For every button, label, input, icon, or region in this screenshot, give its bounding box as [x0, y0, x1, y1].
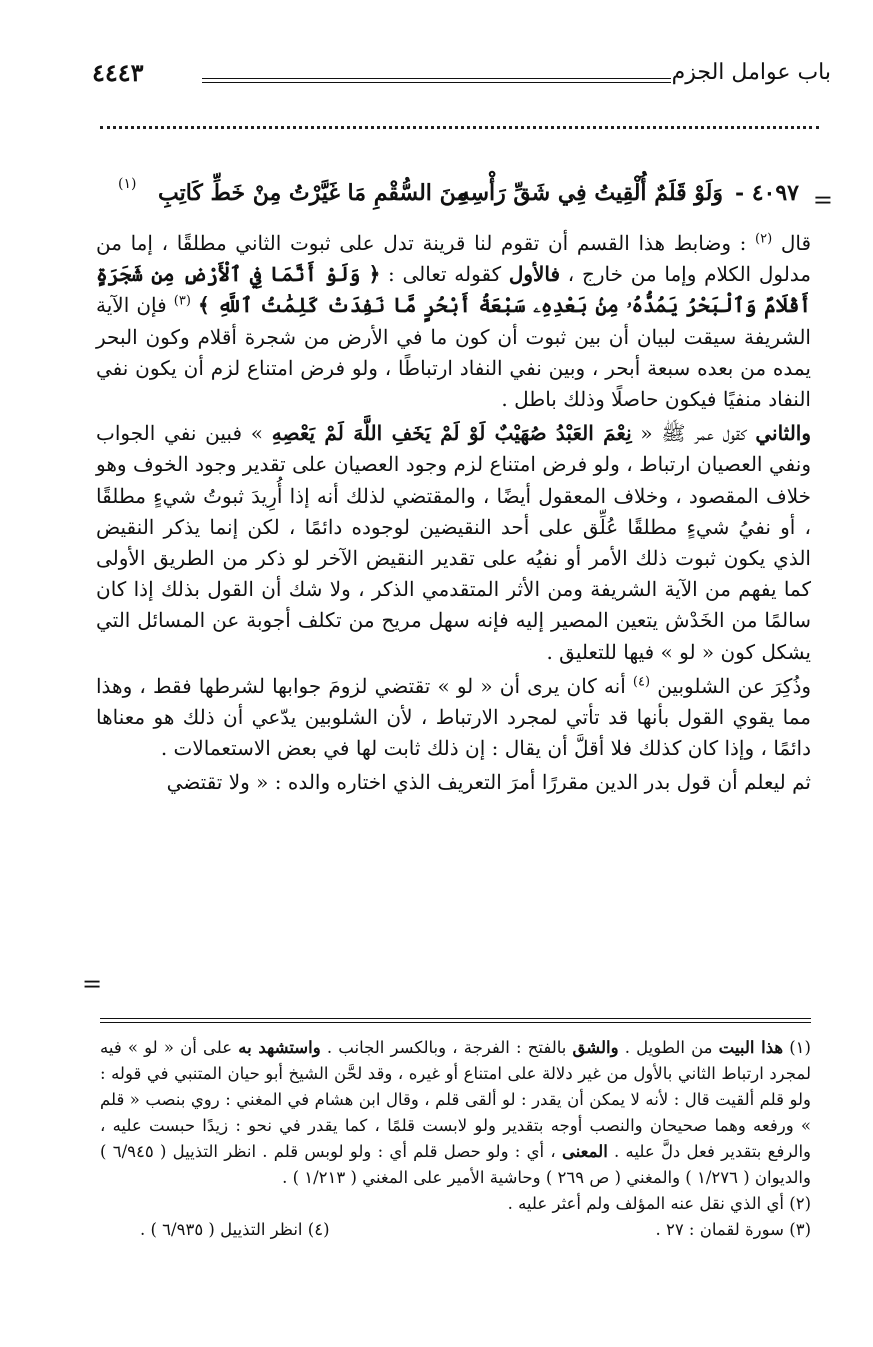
text: ، أي : ولو حصل قلم أي : ولو لوبس قلم . انظر التذييل ( ٦/٩٤٥ ) والديوان ( ١/٢٧٦ ) والمغني ( ص ٢٦٩ ) وحاشية الأمير على المغني ( ١/٢١٣ ) . — [100, 1142, 811, 1187]
text: وذُكِرَ عن الشلوبين — [657, 673, 812, 698]
footnote-2: (٢) أي الذي نقل عنه المؤلف ولم أعثر عليه . — [507, 1194, 811, 1213]
running-header — [92, 58, 831, 98]
hadith-quote: نِعْمَ العَبْدُ صُهَيْبٌ لَوْ لَمْ يَخَفِ اللَّهَ لَمْ يَعْصِهِ — [271, 421, 632, 446]
paragraph-4: ثم ليعلم أن قول بدر الدين مقررًا أمرَ التعريف الذي اختاره والده : « ولا تقتضي — [166, 770, 811, 795]
text: كقوله تعالى : — [380, 262, 509, 287]
footnote-3-4-row — [100, 1217, 811, 1243]
bold-term: والشق — [572, 1038, 619, 1057]
second-hemistich: مِنَ السُّقْمِ مَا غَيَّرْتُ مِنْ خَطِّ كَاتِبِ — [158, 180, 469, 206]
footnote-rule — [100, 1018, 811, 1023]
text: قال — [780, 231, 812, 255]
header-double-rule — [202, 78, 671, 83]
poetry-verse — [118, 176, 833, 220]
text: أنه كان يرى أن « لو » تقتضي لزومَ جوابها لشرطها فقط ، وهذا مما يقوي القول بأنها قد تأتي لمجرد الارتباط ، لأن الشلوبين يدّعي أن ذلك هو معناها دائمًا ، وإذا كان كذلك فلا أقلَّ أن يقال : إن ذلك ثابت لها في بعض الاستعمالات . — [96, 673, 811, 761]
footnote-ref-3: (٣) — [173, 293, 191, 309]
bold-term: فالأول — [508, 262, 561, 287]
bold-term: المعنى — [561, 1142, 608, 1161]
bold-term: هذا البيت — [718, 1038, 784, 1057]
verse-number: ٤٠٩٧ - — [734, 180, 799, 206]
footnote-ref-1: (١) — [118, 176, 137, 192]
quran-quote: ﴿ وَلَوْ أَنَّمَا فِي ٱلْأَرْضِ مِن شَجَرَةٍ أَقْلَامٌ وَٱلْبَحْرُ يَمُدُّهُۥ مِنۢ بَعْدِهِۦ سَبْعَةُ أَبْحُرٍ مَّا نَفِدَتْ كَلِمَٰتُ ٱللَّهِ ﴾ — [96, 262, 812, 318]
text: : وضابط هذا القسم أن تقوم لنا قرينة تدل على ثبوت الثاني مطلقًا ، إما من مدلول الكلام وإما من خارج ، — [96, 231, 811, 287]
text: بالفتح : الفرجة ، وبالكسر الجانب . — [320, 1038, 573, 1057]
page-number: ٤٤٤٣ — [92, 58, 144, 87]
text: » فبين نفي الجواب ونفي العصيان ارتباط ، ولو فرض امتناع لزم وجود العصيان على تقدير وجود الخوف وهو خلاف المقصود ، وخلاف المعقول أيضًا ، والمقتضي لذلك أنه إذا أُرِيدَ ثبوتُ شيءٍ مطلقًا ، أو نفيُ شيءٍ مطلقًا عُلِّق على أحد النقيضين لوجوده دائمًا ، لكن إنما يذكر النقيض الذي يكون ثبوت ذلك الأمر أو نفيُه على تقدير النقيض الآخر لو ذكر من الطريق الأولى كما يفهم من الآية الشريفة ومن الأثر المتقدمي الذكر ، ولا شك أن القول بذلك إذا كان سالمًا من الخَدْش يتعين المصير إليه فإنه سهل مريح من تكلف أجوبة عن المسائل التي يشكل كون « لو » فيها للتعليق . — [96, 421, 812, 664]
continuation-marker-end: = — [82, 970, 103, 998]
paragraph-1 — [96, 228, 811, 415]
footnote-3: (٣) سورة لقمان : ٢٧ . — [655, 1220, 811, 1239]
text: (١) — [783, 1038, 811, 1057]
bold-term: والثاني — [755, 421, 812, 446]
footnotes — [100, 1035, 811, 1243]
text: على أن « لو » فيه لمجرد ارتباط الثاني بالأول من غير دلالة على امتناع أو غيره ، وقد لحَّن الشيخ أبو حيان المتنبي في قوله : ولو قلم ألقيت قال : لأنه لا يمكن أن يقدر : لو ألقى قلم ، وقال ابن هشام في المغني : روي بنصب « قلم » ورفعه وهما صحيحان والنصب أوجه بتقدير ولو لابست قلمًا ، كما يقدر في نحو : زيدًا حبست عليه ، والرفع بتقدير فعل دلَّ عليه . — [100, 1038, 812, 1161]
dotted-separator — [100, 126, 819, 129]
bold-term: واستشهد به — [238, 1038, 321, 1057]
first-hemistich: وَلَوْ قَلَمٌ أُلْقِيتُ فِي شَقِّ رَأْسِهِ — [458, 180, 723, 206]
paragraph-2 — [96, 418, 811, 668]
text: كقول عمر ﷺ « — [631, 421, 756, 446]
chapter-title: باب عوامل الجزم — [671, 60, 831, 85]
footnote-1 — [100, 1035, 811, 1191]
footnote-ref-4: (٤) — [632, 674, 651, 690]
footnote-4: (٤) انظر التذييل ( ٦/٩٣٥ ) . — [140, 1220, 330, 1239]
footnote-ref-2: (٢) — [755, 231, 773, 247]
continuation-marker: = — [812, 186, 833, 214]
paragraph-3 — [96, 671, 811, 765]
main-text — [96, 228, 811, 799]
text: من الطويل . — [618, 1038, 719, 1057]
text: فإن الآية الشريفة سيقت لبيان أن بين ثبوت أن كون ما في الأرض من شجرة أقلام وكون البحر يمده من بعده سبعة أبحر ، وبين نفي النفاد ارتباطًا ، ولو فرض امتناع لزم أن يكون نفي النفاد منفيًا فيكون حاصلًا وذلك باطل . — [96, 293, 811, 412]
